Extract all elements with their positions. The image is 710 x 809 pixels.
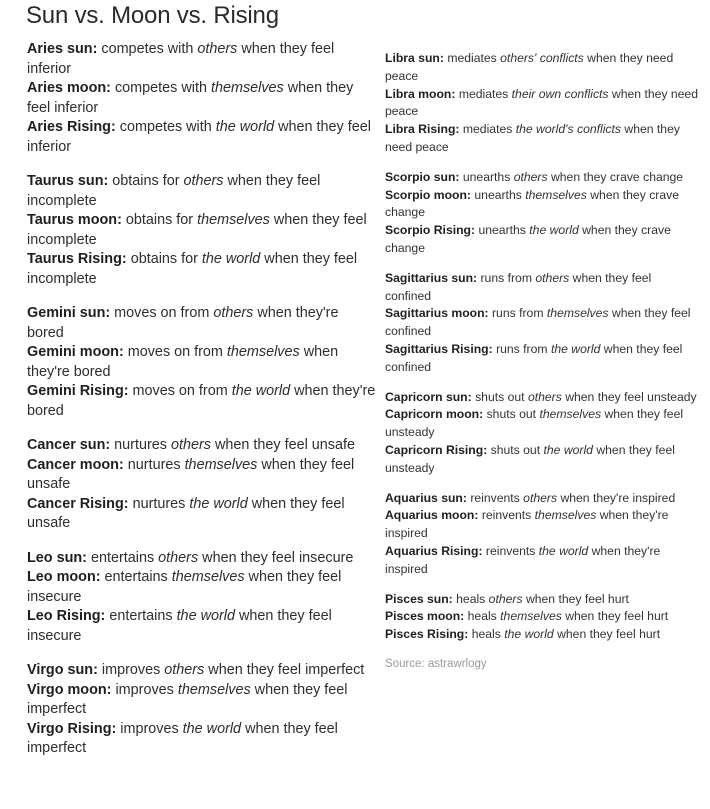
sign-label: Cancer Rising: xyxy=(27,495,129,512)
target-text: themselves xyxy=(177,681,251,698)
sign-label: Scorpio Rising: xyxy=(385,223,476,238)
verb-text: heals xyxy=(471,627,501,642)
condition-text: when they feel inferior xyxy=(27,80,354,116)
sign-label: Sagittarius sun: xyxy=(385,270,478,285)
entry-libra-sun xyxy=(385,50,700,86)
sign-label: Capricorn moon: xyxy=(385,407,484,422)
verb-text: mediates xyxy=(462,122,513,137)
entry-aries-rising xyxy=(27,118,379,157)
condition-text: conflicts when they need peace xyxy=(385,122,680,154)
sign-label: Sagittarius moon: xyxy=(385,306,489,321)
entry-aries-sun xyxy=(27,40,379,79)
sign-label: Taurus moon: xyxy=(27,212,122,228)
sign-label: Sagittarius Rising: xyxy=(385,341,493,356)
sign-label: Scorpio moon: xyxy=(385,187,471,202)
entry-leo-sun xyxy=(27,549,379,569)
condition-text: when they feel incomplete xyxy=(27,212,367,248)
verb-text: reinvents xyxy=(485,543,536,558)
entry-libra-rising xyxy=(385,121,700,157)
condition-text: when they're inspired xyxy=(385,543,661,576)
verb-text: competes with xyxy=(101,41,194,57)
left-sign-group xyxy=(27,172,379,289)
verb-text: reinvents xyxy=(470,490,520,505)
sign-label: Aquarius Rising: xyxy=(385,543,483,558)
condition-text: conflicts when they need peace xyxy=(385,51,674,83)
condition-text: when they feel confined xyxy=(385,341,683,374)
right-sign-group xyxy=(385,169,700,258)
entry-sagittarius-sun xyxy=(385,270,700,306)
verb-text: nurtures xyxy=(132,495,186,512)
target-text: themselves xyxy=(184,456,258,473)
target-text: themselves xyxy=(546,306,609,321)
condition-text: when they feel imperfect xyxy=(27,720,338,756)
verb-text: improves xyxy=(115,681,174,698)
verb-text: heals xyxy=(456,591,486,606)
left-sign-group xyxy=(27,40,379,157)
sign-label: Libra sun: xyxy=(385,51,444,65)
sign-label: Pisces Rising: xyxy=(385,627,469,642)
sign-label: Taurus Rising: xyxy=(27,251,127,267)
entry-aquarius-sun xyxy=(385,490,700,508)
condition-text: when they feel hurt xyxy=(557,627,661,642)
target-text: others' xyxy=(500,51,537,65)
condition-text: when they feel hurt xyxy=(525,591,629,606)
condition-text: when they feel unsteady xyxy=(385,407,684,440)
entry-taurus-moon xyxy=(27,211,379,250)
condition-text: when they're bored xyxy=(27,344,339,380)
entry-sagittarius-moon xyxy=(385,305,700,341)
sign-label: Capricorn Rising: xyxy=(385,442,488,457)
verb-text: shuts out xyxy=(475,389,525,404)
target-text: others xyxy=(164,662,205,678)
target-text: the world xyxy=(550,341,601,356)
condition-text: when they feel confined xyxy=(385,306,691,339)
right-sign-group xyxy=(385,490,700,579)
sign-label: Virgo sun: xyxy=(27,662,98,678)
condition-text: when they feel insecure xyxy=(27,608,332,644)
verb-text: improves xyxy=(120,720,179,737)
entry-scorpio-sun xyxy=(385,169,700,187)
right-column xyxy=(385,50,700,674)
entry-gemini-rising xyxy=(27,382,379,421)
entry-capricorn-rising xyxy=(385,442,700,478)
target-text: themselves xyxy=(500,609,562,624)
condition-text: when they feel unsteady xyxy=(565,389,697,404)
verb-text: nurtures xyxy=(127,456,181,473)
verb-text: moves on from xyxy=(127,344,223,360)
entry-taurus-sun xyxy=(27,172,379,211)
target-text: themselves xyxy=(525,187,587,202)
target-text: themselves xyxy=(534,508,597,523)
target-text: themselves xyxy=(226,344,300,360)
verb-text: nurtures xyxy=(114,437,167,453)
sign-label: Virgo Rising: xyxy=(27,720,117,737)
sign-label: Pisces sun: xyxy=(385,591,453,606)
entry-gemini-sun xyxy=(27,304,379,343)
sign-label: Capricorn sun: xyxy=(385,389,472,404)
condition-text: conflicts when they need peace xyxy=(385,86,698,119)
left-column xyxy=(27,40,379,774)
target-text: others xyxy=(213,305,254,321)
entry-libra-moon xyxy=(385,86,700,122)
verb-text: runs from xyxy=(480,270,532,285)
entry-cancer-rising xyxy=(27,495,379,534)
target-text: others xyxy=(513,169,548,184)
entry-leo-moon xyxy=(27,568,379,607)
verb-text: moves on from xyxy=(114,305,210,321)
verb-text: mediates xyxy=(447,51,497,65)
left-sign-group xyxy=(27,304,379,421)
verb-text: runs from xyxy=(492,306,544,321)
entry-capricorn-sun xyxy=(385,389,700,407)
condition-text: when they're bored xyxy=(27,305,339,341)
entry-aquarius-rising xyxy=(385,543,700,579)
entry-virgo-moon xyxy=(27,681,379,720)
condition-text: when they feel imperfect xyxy=(208,662,365,678)
entry-aquarius-moon xyxy=(385,507,700,543)
target-text: the world xyxy=(215,119,275,135)
verb-text: shuts out xyxy=(486,407,537,422)
sign-label: Gemini Rising: xyxy=(27,383,129,399)
entry-cancer-sun xyxy=(27,436,379,456)
sign-label: Aquarius sun: xyxy=(385,490,467,505)
left-sign-group xyxy=(27,549,379,647)
verb-text: moves on from xyxy=(132,383,228,399)
target-text: the world xyxy=(176,608,235,624)
entry-sagittarius-rising xyxy=(385,341,700,377)
condition-text: when they feel incomplete xyxy=(27,251,358,287)
sign-label: Aries Rising: xyxy=(27,119,116,135)
target-text: themselves xyxy=(171,569,245,585)
target-text: the world xyxy=(182,720,242,737)
condition-text: when they feel inferior xyxy=(27,119,371,155)
condition-text: when they crave change xyxy=(550,169,684,184)
sign-label: Libra moon: xyxy=(385,86,456,101)
target-text: the world xyxy=(543,442,593,457)
condition-text: when they feel confined xyxy=(385,270,652,303)
sign-label: Leo sun: xyxy=(27,549,87,566)
condition-text: when they're inspired xyxy=(560,490,676,505)
target-text: the world xyxy=(538,543,589,558)
entry-cancer-moon xyxy=(27,456,379,495)
sign-label: Leo Rising: xyxy=(27,608,106,624)
condition-text: when they feel incomplete xyxy=(27,173,321,209)
sign-label: Gemini moon: xyxy=(27,344,124,360)
sign-label: Aquarius moon: xyxy=(385,508,479,523)
sign-label: Cancer moon: xyxy=(27,456,124,473)
entry-leo-rising xyxy=(27,607,379,646)
target-text: themselves xyxy=(210,80,284,96)
verb-text: unearths xyxy=(474,187,522,202)
verb-text: improves xyxy=(101,662,161,678)
verb-text: unearths xyxy=(462,169,511,184)
right-sign-group xyxy=(385,591,700,644)
right-sign-group xyxy=(385,50,700,157)
condition-text: when they feel unsafe xyxy=(214,437,355,453)
right-sign-group xyxy=(385,270,700,377)
target-text: the world xyxy=(201,251,261,267)
condition-text: when they crave change xyxy=(385,187,679,220)
entry-gemini-moon xyxy=(27,343,379,382)
condition-text: when they feel inferior xyxy=(27,41,335,77)
sign-label: Libra Rising: xyxy=(385,122,460,137)
verb-text: entertains xyxy=(104,569,168,585)
condition-text: when they feel insecure xyxy=(27,569,342,605)
sign-label: Aries sun: xyxy=(27,41,98,57)
condition-text: when they're inspired xyxy=(385,508,669,541)
sign-label: Aries moon: xyxy=(27,80,111,96)
target-text: others xyxy=(197,41,238,57)
target-text: others xyxy=(183,173,224,189)
page-title: Sun vs. Moon vs. Rising xyxy=(26,2,279,29)
target-text: the world xyxy=(189,495,248,512)
verb-text: competes with xyxy=(119,119,212,135)
right-sign-group xyxy=(385,389,700,478)
right-groups xyxy=(385,50,700,644)
verb-text: mediates xyxy=(458,86,509,101)
entry-scorpio-moon xyxy=(385,187,700,223)
target-text: others xyxy=(158,549,199,566)
verb-text: obtains for xyxy=(125,212,194,228)
target-text: the world xyxy=(504,627,554,642)
verb-text: shuts out xyxy=(490,442,541,457)
verb-text: obtains for xyxy=(130,251,198,267)
source-credit: Source: astrawrlogy xyxy=(385,657,487,670)
condition-text: when they feel imperfect xyxy=(27,681,348,717)
sign-label: Gemini sun: xyxy=(27,305,111,321)
entry-aries-moon xyxy=(27,79,379,118)
target-text: themselves xyxy=(539,407,602,422)
condition-text: when they feel unsteady xyxy=(385,442,675,475)
target-text: others xyxy=(523,490,558,505)
sign-label: Leo moon: xyxy=(27,569,101,585)
verb-text: reinvents xyxy=(481,508,532,523)
sign-label: Pisces moon: xyxy=(385,609,465,624)
left-sign-group xyxy=(27,436,379,534)
verb-text: unearths xyxy=(478,223,526,238)
target-text: themselves xyxy=(197,212,270,228)
target-text: others xyxy=(527,389,562,404)
condition-text: when they feel unsafe xyxy=(27,495,345,531)
entry-pisces-sun xyxy=(385,591,700,609)
condition-text: when they're bored xyxy=(27,383,376,419)
sign-label: Cancer sun: xyxy=(27,437,111,453)
sign-label: Scorpio sun: xyxy=(385,169,460,184)
verb-text: entertains xyxy=(90,549,155,566)
verb-text: obtains for xyxy=(112,173,180,189)
verb-text: heals xyxy=(467,609,497,624)
verb-text: runs from xyxy=(496,341,548,356)
target-text: others xyxy=(535,270,570,285)
verb-text: competes with xyxy=(114,80,207,96)
left-sign-group xyxy=(27,661,379,759)
entry-scorpio-rising xyxy=(385,222,700,258)
condition-text: when they feel insecure xyxy=(202,549,354,566)
entry-pisces-rising xyxy=(385,626,700,644)
entry-capricorn-moon xyxy=(385,406,700,442)
target-text: their own xyxy=(511,86,562,101)
target-text: others xyxy=(488,591,523,606)
sign-label: Taurus sun: xyxy=(27,173,109,189)
entry-pisces-moon xyxy=(385,608,700,626)
target-text: others xyxy=(170,437,211,453)
entry-virgo-sun xyxy=(27,661,379,681)
target-text: the world xyxy=(529,223,579,238)
condition-text: when they feel hurt xyxy=(565,609,669,624)
condition-text: when they crave change xyxy=(385,223,671,255)
sign-label: Virgo moon: xyxy=(27,681,112,698)
target-text: the world xyxy=(231,383,291,399)
verb-text: entertains xyxy=(109,608,173,624)
entry-virgo-rising xyxy=(27,720,379,759)
condition-text: when they feel unsafe xyxy=(27,456,355,492)
entry-taurus-rising xyxy=(27,250,379,289)
target-text: the world's xyxy=(515,122,574,137)
